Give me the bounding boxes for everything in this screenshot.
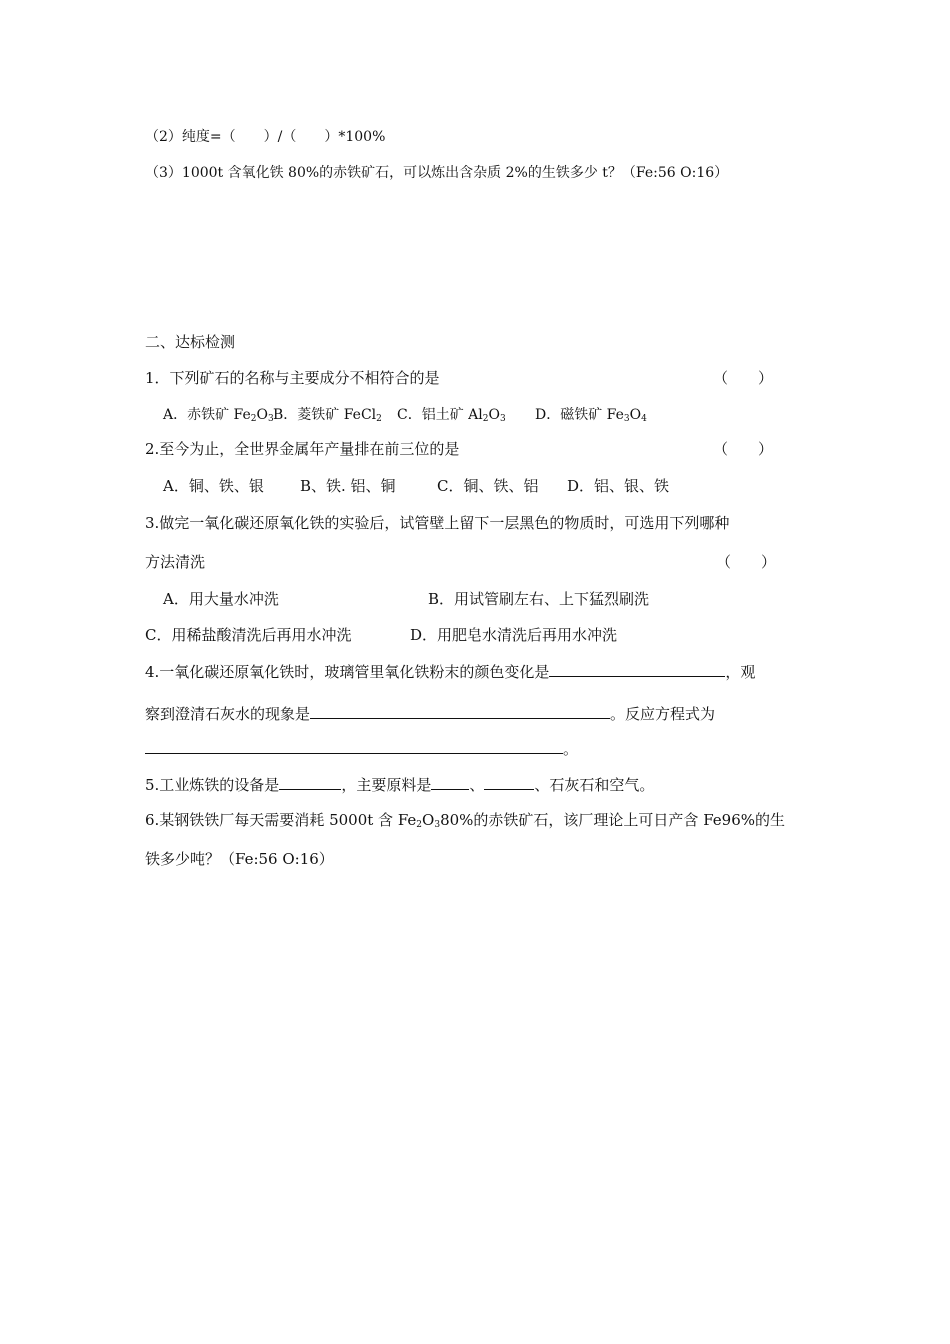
option-a[interactable]: A．铜、铁、银 <box>163 477 264 495</box>
question-3-option-c[interactable]: C．用稀盐酸清洗后再用水冲洗 <box>145 626 352 644</box>
material-blank-2[interactable] <box>484 774 534 790</box>
question-5: 5.工业炼铁的设备是 ，主要原料是 、 、石灰石和空气。 <box>145 776 655 794</box>
color-change-blank[interactable] <box>549 661 725 677</box>
question-4-line2: 察到澄清石灰水的现象是 。反应方程式为 <box>145 705 716 723</box>
question-6-line1: 6.某钢铁铁厂每天需要消耗 5000t 含 $Fe_2O_380\%$的赤铁矿石，该厂理论上可日产含 Fe96%的生 <box>145 811 785 830</box>
question-1-options <box>163 405 647 425</box>
answer-bracket[interactable]: （ ） <box>713 440 774 458</box>
question-6-line2: 铁多少吨？（Fe:56 O:16） <box>145 850 334 868</box>
purity-formula: （2）纯度=（ ）/（ ）*100% <box>145 129 386 145</box>
option-b[interactable]: B、铁. 铝、铜 <box>300 477 396 495</box>
question-2-options <box>163 476 669 496</box>
material-blank-1[interactable] <box>431 774 469 790</box>
option-d[interactable]: D．铝、银、铁 <box>567 477 670 495</box>
option-a[interactable]: A．赤铁矿 $Fe_2O_3$ <box>163 407 274 424</box>
answer-bracket[interactable]: （ ） <box>716 553 777 571</box>
question-3-stem-line1: 3.做完一氧化碳还原氧化铁的实验后，试管壁上留下一层黑色的物质时，可选用下列哪种 <box>145 514 730 532</box>
answer-bracket[interactable]: （ ） <box>713 369 774 387</box>
iron-smelting-question: （3）1000t 含氧化铁 80%的赤铁矿石，可以炼出含杂质 2%的生铁多少 t？（Fe:56 O:16） <box>145 165 729 181</box>
question-3-stem-line2: 方法清洗 <box>145 553 206 571</box>
equation-blank[interactable] <box>145 738 563 754</box>
section-title: 二、达标检测 <box>145 333 236 351</box>
question-3-option-d[interactable]: D．用肥皂水清洗后再用水冲洗 <box>410 626 618 644</box>
option-c[interactable]: C．铜、铁、铝 <box>437 477 539 495</box>
question-4-line1: 4.一氧化碳还原氧化铁时，玻璃管里氧化铁粉末的颜色变化是 ，观 <box>145 663 756 681</box>
equipment-blank[interactable] <box>279 774 341 790</box>
limewater-blank[interactable] <box>310 703 610 719</box>
option-b[interactable]: B．菱铁矿 FeCl$_2$ <box>273 407 382 424</box>
option-c[interactable]: C．铝土矿 $Al_2O_3$ <box>397 407 506 424</box>
question-1-stem: 1．下列矿石的名称与主要成分不相符合的是 <box>145 369 440 387</box>
question-4-line3: 。 <box>145 738 578 759</box>
option-d[interactable]: D．磁铁矿 $Fe_3O_4$ <box>535 407 647 424</box>
question-3-option-b[interactable]: B．用试管刷左右、上下猛烈刷洗 <box>428 590 650 608</box>
question-3-option-a[interactable]: A．用大量水冲洗 <box>163 590 279 608</box>
question-2-stem: 2.至今为止，全世界金属年产量排在前三位的是 <box>145 440 460 458</box>
